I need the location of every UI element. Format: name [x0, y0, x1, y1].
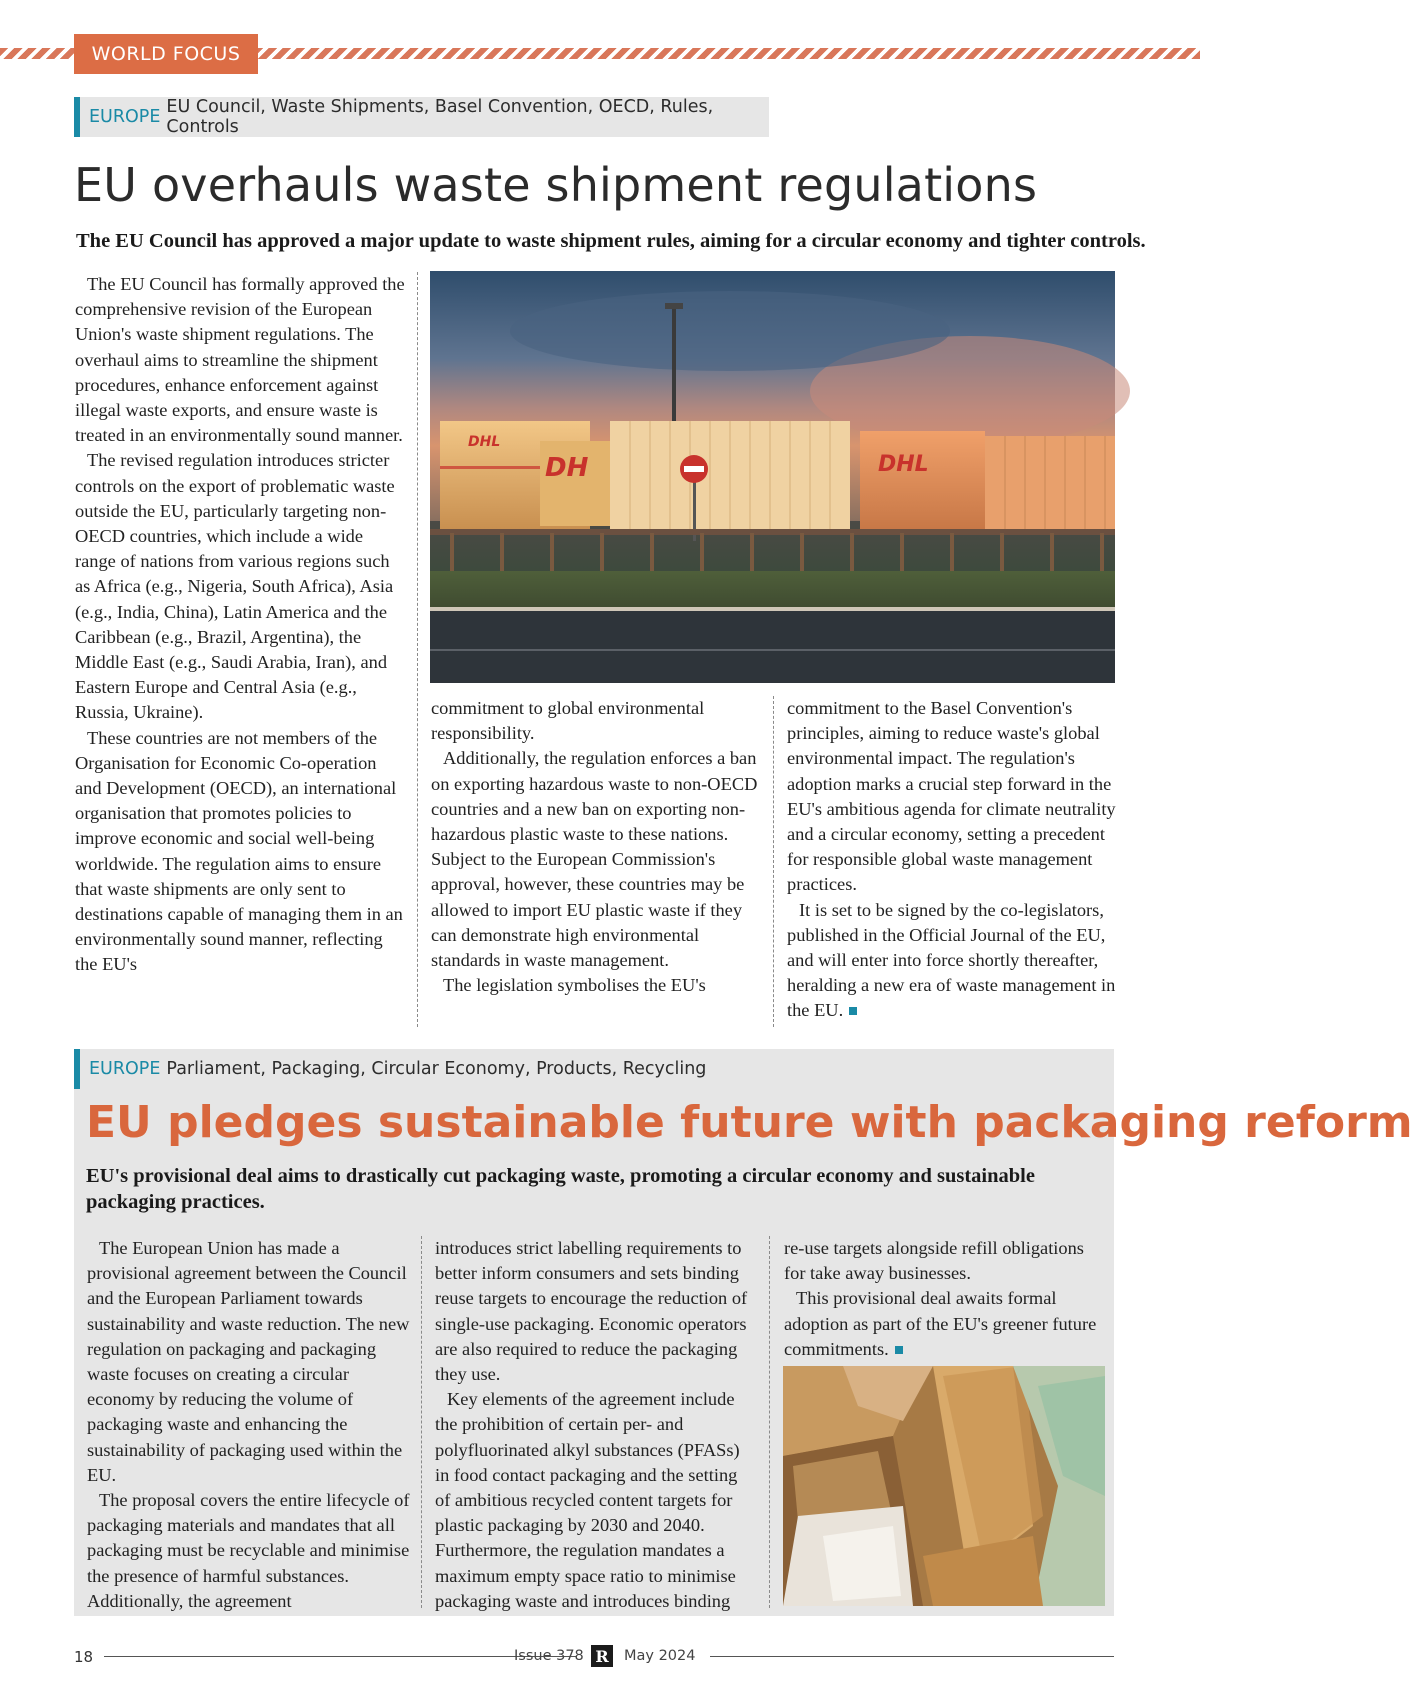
dhl-trailers-photo [430, 271, 1115, 683]
article2-column-2 [435, 1236, 755, 1614]
column-divider [421, 1236, 422, 1608]
article1-region: EUROPE [89, 107, 161, 127]
packaging-photo [783, 1366, 1105, 1606]
cardboard-boxes-illustration [783, 1366, 1105, 1606]
article1-column-2 [431, 696, 761, 998]
paragraph: Key elements of the agreement include the prohibition of certain per- and polyfluorinated alkyl substances (PFASs) in food contact packaging and the setting of ambitious recycled content targets for plastic packaging by 2030 and 2040. Furthermore, the regulation mandates a maximum empty space ratio to minimise packaging waste and introduces binding [435, 1389, 740, 1611]
article2-tags: Parliament, Packaging, Circular Economy, Products, Recycling [166, 1059, 707, 1079]
footer-rule [104, 1656, 576, 1657]
article1-column-1 [75, 272, 405, 978]
column-divider [773, 696, 774, 1027]
article2-column-3 [784, 1236, 1104, 1362]
article1-standfirst: The EU Council has approved a major update to waste shipment rules, aiming for a circular economy and tighter controls. [76, 230, 1146, 252]
footer-rule [710, 1656, 1114, 1657]
column-divider [769, 1236, 770, 1608]
paragraph: The European Union has made a provisional agreement between the Council and the European Parliament towards sustainability and waste reduction. The new regulation on packaging and packaging waste focuses on creating a circular economy by reducing the volume of packaging waste and enhancing the sustainability of packaging used within the EU. [87, 1238, 410, 1485]
end-of-article-icon [849, 1007, 857, 1015]
dhl-logo: DHL [468, 434, 501, 450]
paragraph [784, 1286, 1104, 1362]
issue-number: Issue 378 [514, 1648, 584, 1664]
svg-text:DHL: DHL [878, 452, 929, 477]
paragraph: These countries are not members of the Organisation for Economic Co-operation and Development (OECD), an international organisation that promotes policies to improve economic and social well-being worldwide. The regulation aims to ensure that waste shipments are only sent to destinations capable of managing them in an environmentally sound manner, reflecting the EU's [75, 727, 403, 975]
paragraph-text: This provisional deal awaits formal adoption as part of the EU's greener future commitments. [784, 1288, 1097, 1359]
tag-accent-bar [74, 97, 80, 137]
paragraph [787, 898, 1122, 1024]
paragraph: Additionally, the regulation enforces a ban on exporting hazardous waste to non-OECD countries and a new ban on exporting non-hazardous plastic waste to these nations. Subject to the European Commission's approval, however, these countries may be allowed to import EU plastic waste if they can demonstrate high environmental standards in waste management. [431, 748, 758, 971]
page-number: 18 [74, 1648, 94, 1666]
paragraph: commitment to the Basel Convention's principles, aiming to reduce waste's global environmental impact. The regulation's adoption marks a crucial step forward in the EU's ambitious agenda for climate neutrality and a circular economy, setting a precedent for responsible global waste management practices. [787, 698, 1116, 895]
paragraph: introduces strict labelling requirements to better inform consumers and sets binding reuse targets to encourage the reduction of single-use packaging. Economic operators are also required to reduce the packaging they use. [435, 1238, 748, 1385]
article2-headline: EU pledges sustainable future with packaging reform [86, 1097, 1413, 1148]
paragraph: re-use targets alongside refill obligations for take away businesses. [784, 1238, 1084, 1284]
paragraph: The revised regulation introduces stricter controls on the export of problematic waste outside the EU, particularly targeting non-OECD countries, which include a wide range of nations from various regions such as Africa (e.g., Nigeria, South Africa), Asia (e.g., India, China), Latin America and the Caribbean (e.g., Brazil, Argentina), the Middle East (e.g., Saudi Arabia, Iran), and Eastern Europe and Central Asia (e.g., Russia, Ukraine). [75, 450, 395, 723]
tag-accent-bar [74, 1049, 80, 1089]
column-divider [417, 272, 418, 1027]
article2-tag-bar [74, 1049, 774, 1089]
article1-headline: EU overhauls waste shipment regulations [74, 158, 1038, 212]
magazine-logo-icon: R [591, 1645, 613, 1667]
trailers-illustration [430, 271, 1115, 683]
paragraph: commitment to global environmental responsibility. [431, 698, 705, 744]
article1-tags: EU Council, Waste Shipments, Basel Convention, OECD, Rules, Controls [166, 97, 714, 137]
paragraph: The proposal covers the entire lifecycle of packaging materials and mandates that all packaging must be recyclable and minimise the presence of harmful substances. Additionally, the agreement [87, 1490, 410, 1611]
article2-column-1 [87, 1236, 412, 1614]
end-of-article-icon [895, 1346, 903, 1354]
article1-tag-bar [74, 97, 769, 137]
paragraph: The legislation symbolises the EU's [443, 975, 706, 996]
article1-column-3 [787, 696, 1122, 1024]
issue-date: May 2024 [624, 1648, 696, 1664]
page-footer [74, 1645, 1114, 1669]
section-label: WORLD FOCUS [74, 34, 258, 74]
article2-region: EUROPE [89, 1059, 161, 1079]
paragraph: The EU Council has formally approved the comprehensive revision of the European Union's waste shipment regulations. The overhaul aims to streamline the shipment procedures, enhance enforcement against illegal waste exports, and ensure waste is treated in an environmentally sound manner. [75, 274, 405, 446]
article2-standfirst: EU's provisional deal aims to drastically cut packaging waste, promoting a circular economy and sustainable packaging practices. [86, 1165, 1035, 1213]
paragraph-text: It is set to be signed by the co-legislators, published in the Official Journal of the EU, and will enter into force shortly thereafter, heralding a new era of waste management in the EU. [787, 899, 1116, 1021]
svg-text:DH: DH [545, 453, 589, 483]
